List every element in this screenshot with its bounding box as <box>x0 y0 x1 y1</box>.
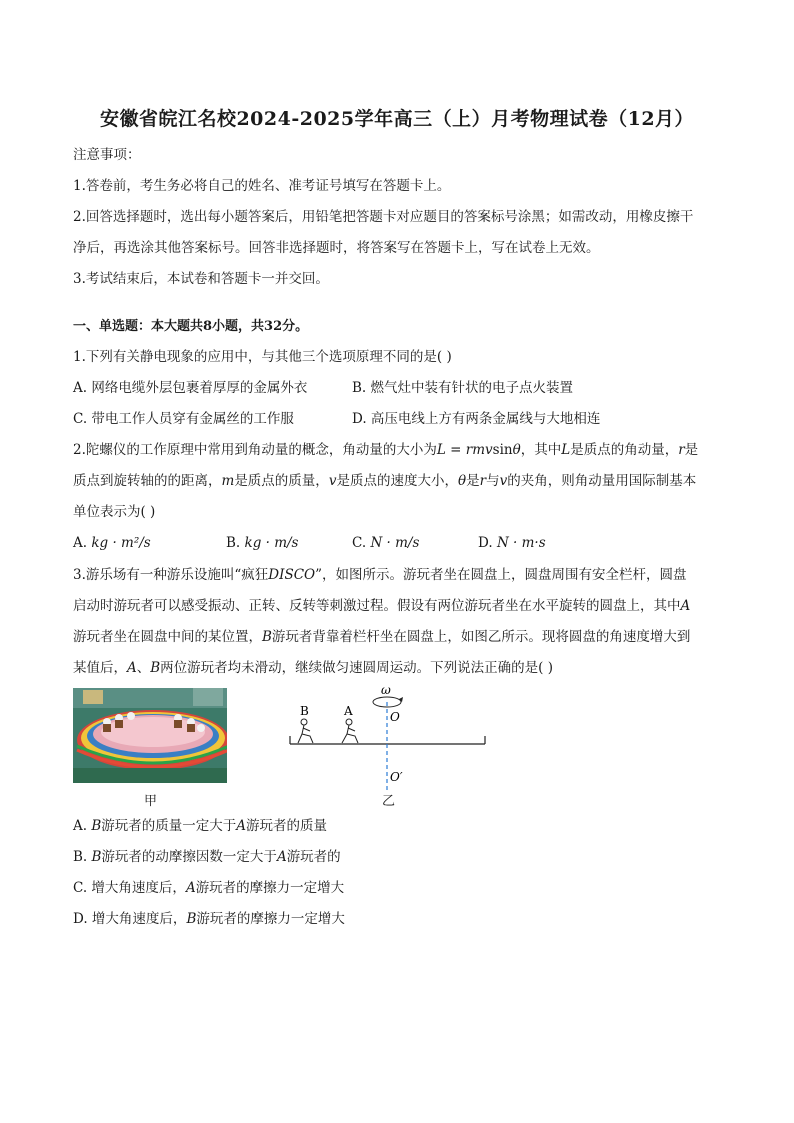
q2-var-m: m <box>221 473 235 489</box>
q2-option-c-label: C. <box>352 535 367 551</box>
q3-text: 3.游乐场有一种游乐设施叫“疯狂 <box>73 567 269 583</box>
q3-var-a: A <box>127 660 137 676</box>
q3-option-a-end: 游玩者的质量 <box>246 818 328 834</box>
q2-option-d-label: D. <box>478 535 493 551</box>
q3-text: 两位游玩者均未滑动，继续做匀速圆周运动。下列说法正确的是( ) <box>160 660 553 676</box>
q2-var-v: v <box>328 473 337 489</box>
q2-text: 的夹角，则角动量用国际制基本 <box>507 473 697 489</box>
q2-option-b-label: B. <box>226 535 241 551</box>
q3-option-d-end: 游玩者的摩擦力一定增大 <box>196 911 345 927</box>
q3-option-c-text: C. 增大角速度后， <box>73 880 186 896</box>
q2-formula: L = rmv <box>436 442 493 458</box>
q2-option-c <box>352 534 419 552</box>
q2-text: ，其中 <box>520 442 562 458</box>
disco-ride-illustration <box>73 688 227 783</box>
q3-text: 游玩者坐在圆盘中间的某位置， <box>73 629 262 645</box>
q3-option-b <box>73 848 341 866</box>
q2-text: 是 <box>684 442 699 458</box>
q3-text: 、 <box>136 660 151 676</box>
q3-option-a <box>73 817 327 835</box>
notice-item-1: 1.答卷前，考生务必将自己的姓名、准考证号填写在答题卡上。 <box>73 178 451 194</box>
q3-option-a-text: 游玩者的质量一定大于 <box>101 818 237 834</box>
q3-var-a: A <box>185 880 196 896</box>
q3-var-b: B <box>186 911 197 927</box>
q3-var-b: B <box>262 629 272 645</box>
label-omega: ω <box>381 684 391 697</box>
q2-line-2 <box>73 472 696 490</box>
q3-var-b: B <box>91 818 102 834</box>
q3-line-4 <box>73 659 553 677</box>
q1-stem: 1.下列有关静电现象的应用中，与其他三个选项原理不同的是( ) <box>73 349 452 365</box>
q3-line-1 <box>73 566 687 584</box>
q3-text: 某值后， <box>73 660 127 676</box>
q2-line-1 <box>73 441 698 459</box>
q2-option-d-text: N · m·s <box>496 535 546 551</box>
q1-option-c: C. 带电工作人员穿有金属丝的工作服 <box>73 411 294 427</box>
disco-ride-photo <box>73 688 227 783</box>
q3-text: ”，如图所示。游玩者坐在圆盘上，圆盘周围有安全栏杆，圆盘 <box>315 567 687 583</box>
q3-disco: DISCO <box>268 567 316 583</box>
q2-option-d <box>478 534 546 552</box>
q1-option-a: A. 网络电缆外层包裹着厚厚的金属外衣 <box>73 380 308 396</box>
q2-var-l: L <box>561 442 571 458</box>
q2-var-theta: θ <box>457 473 467 489</box>
q2-formula-sin: sin <box>492 442 513 458</box>
figure-caption-left: 甲 <box>144 794 158 809</box>
q3-option-b-label: B. <box>73 849 92 865</box>
q3-var-b: B <box>150 660 161 676</box>
q3-var-a: A <box>276 849 287 865</box>
q2-text: 与 <box>486 473 500 489</box>
figure-caption-right: 乙 <box>382 794 396 809</box>
person-a-figure <box>342 719 358 743</box>
q2-line-3: 单位表示为( ) <box>73 504 156 520</box>
notice-item-3: 3.考试结束后，本试卷和答题卡一并交回。 <box>73 271 329 287</box>
q3-option-b-end: 游玩者的 <box>286 849 341 865</box>
q2-option-a-label: A. <box>73 535 88 551</box>
label-o-prime: O′ <box>390 770 403 784</box>
label-b: B <box>300 704 309 718</box>
q3-option-b-text: 游玩者的动摩擦因数一定大于 <box>101 849 277 865</box>
notice-item-2-cont: 净后，再选涂其他答案标号。回答非选择题时，将答案写在答题卡上，写在试卷上无效。 <box>73 240 600 256</box>
label-a: A <box>344 704 353 718</box>
q2-text: 是质点的角动量， <box>570 442 679 458</box>
q3-var-b: B <box>91 849 102 865</box>
q2-option-a <box>73 534 151 552</box>
person-b-figure <box>298 719 313 743</box>
q2-var-r: r <box>479 473 487 489</box>
q1-option-d: D. 高压电线上方有两条金属线与大地相连 <box>352 411 601 427</box>
q3-option-c <box>73 879 344 897</box>
q2-text: 2.陀螺仪的工作原理中常用到角动量的概念，角动量的大小为 <box>73 442 437 458</box>
q2-var-v: v <box>499 473 508 489</box>
q3-var-a: A <box>236 818 247 834</box>
q2-text: 是质点的质量， <box>234 473 329 489</box>
q2-text: 是 <box>466 473 480 489</box>
notice-heading: 注意事项： <box>73 147 141 163</box>
q1-option-b: B. 燃气灶中装有针状的电子点火装置 <box>352 380 574 396</box>
notice-item-2: 2.回答选择题时，选出每小题答案后，用铅笔把答题卡对应题目的答案标号涂黑；如需改动，用橡皮擦干 <box>73 209 694 225</box>
page-title: 安徽省皖江名校2024-2025学年高三（上）月考物理试卷（12月） <box>99 108 695 130</box>
q2-option-b <box>226 534 299 552</box>
q2-text: 是质点的速度大小， <box>336 473 458 489</box>
q2-var-r: r <box>678 442 685 458</box>
label-o: O <box>390 710 400 724</box>
turntable-diagram <box>280 684 495 794</box>
q3-line-2 <box>73 597 690 615</box>
q2-option-b-text: kg · m/s <box>244 535 299 551</box>
q3-var-a: A <box>680 598 691 614</box>
q2-option-c-text: N · m/s <box>370 535 420 551</box>
q3-option-c-end: 游玩者的摩擦力一定增大 <box>195 880 345 896</box>
q3-option-d <box>73 910 345 928</box>
section-heading: 一、单选题：本大题共8小题，共32分。 <box>73 319 309 334</box>
q2-theta: θ <box>512 442 521 458</box>
q3-option-d-text: D. 增大角速度后， <box>73 911 187 927</box>
q3-line-3 <box>73 628 690 646</box>
q2-text: 质点到旋转轴的的距离， <box>73 473 222 489</box>
q3-option-a-label: A. <box>73 818 92 834</box>
q3-text: 启动时游玩者可以感受振动、正转、反转等刺激过程。假设有两位游玩者坐在水平旋转的圆盘上，其中 <box>73 598 681 614</box>
q2-option-a-text: kg · m²/s <box>91 535 151 551</box>
q3-text: 游玩者背靠着栏杆坐在圆盘上，如图乙所示。现将圆盘的角速度增大到 <box>271 629 691 645</box>
